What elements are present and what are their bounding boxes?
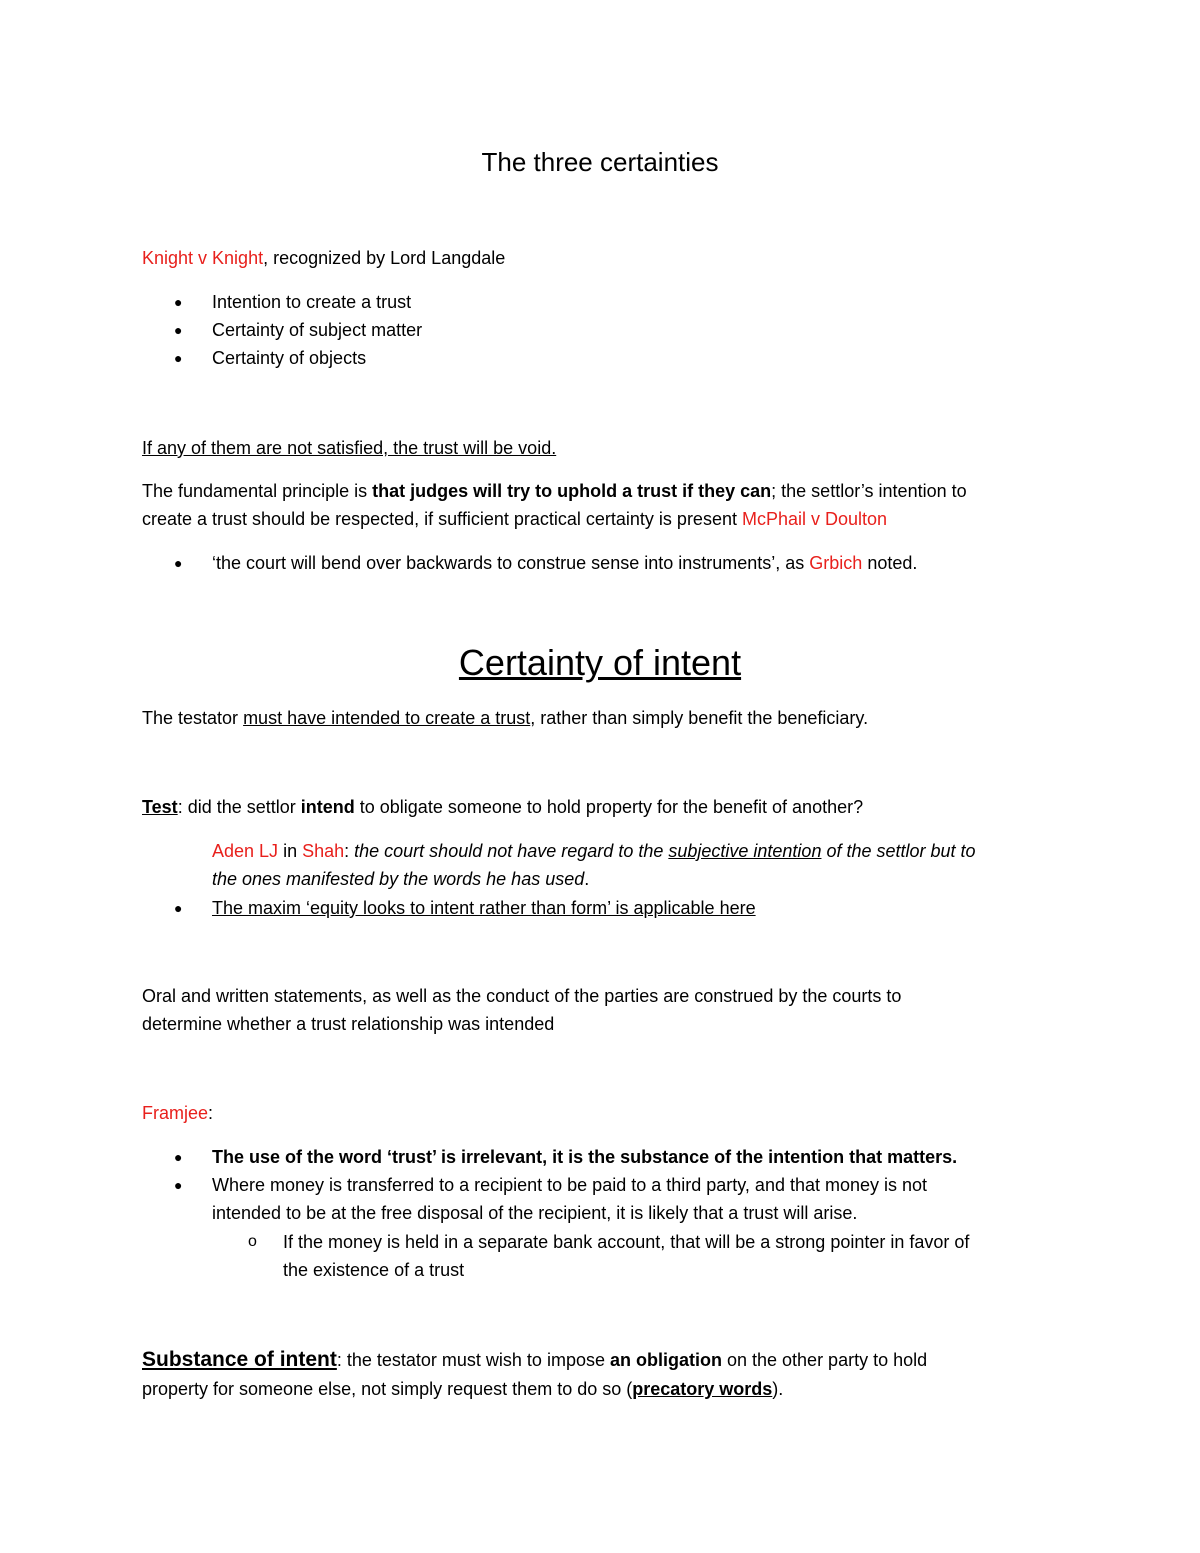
test-pre: : did the settlor bbox=[177, 797, 301, 817]
testator-underlined: must have intended to create a trust bbox=[243, 708, 531, 728]
list-item: Certainty of objects bbox=[212, 348, 367, 368]
shah-post: of the settlor but to bbox=[821, 841, 976, 861]
list-item: Certainty of subject matter bbox=[212, 320, 423, 340]
void-note: If any of them are not satisfied, the trust will be void. bbox=[142, 438, 557, 458]
principle-bold: that judges will try to uphold a trust if they can bbox=[372, 481, 772, 501]
circle-bullet-icon: o bbox=[248, 1233, 257, 1250]
framjee-sub-line-2: the existence of a trust bbox=[283, 1260, 465, 1280]
substance-label: Substance of intent bbox=[142, 1348, 337, 1371]
grbich-quote bbox=[212, 549, 917, 577]
framjee-line bbox=[142, 1099, 213, 1127]
intro-line bbox=[142, 244, 505, 272]
case-shah: Shah bbox=[302, 841, 345, 861]
substance-line-1 bbox=[142, 1346, 927, 1374]
shah-pre: the court should not have regard to the bbox=[354, 841, 669, 861]
list-item: Intention to create a trust bbox=[212, 292, 412, 312]
principle-pre: The fundamental principle is bbox=[142, 481, 373, 501]
substance-line2-pre: property for someone else, not simply request them to do so ( bbox=[142, 1379, 633, 1399]
shah-line-1 bbox=[212, 837, 976, 865]
case-knight: Knight v Knight bbox=[142, 248, 264, 268]
bullet-icon: ● bbox=[174, 1149, 183, 1165]
shah-line2-end: . bbox=[584, 869, 590, 889]
shah-colon: : bbox=[344, 841, 355, 861]
principle-line-2 bbox=[142, 505, 887, 533]
shah-line2: the ones manifested by the words he has used bbox=[212, 869, 585, 889]
substance-line-2 bbox=[142, 1375, 783, 1403]
principle-line-1 bbox=[142, 477, 967, 505]
judge-aden: Aden LJ bbox=[212, 841, 279, 861]
substance-pre: : the testator must wish to impose bbox=[336, 1350, 610, 1370]
shah-underlined: subjective intention bbox=[668, 841, 822, 861]
shah-line-2 bbox=[212, 865, 589, 893]
framjee-bullet-2-line-1: Where money is transferred to a recipient to be paid to a third party, and that money is not bbox=[212, 1175, 928, 1195]
quote-pre: ‘the court will bend over backwards to construe sense into instruments’, as bbox=[212, 553, 810, 573]
bullet-icon: ● bbox=[174, 900, 183, 916]
case-mcphail: McPhail v Doulton bbox=[741, 509, 888, 529]
intro-rest: , recognized by Lord Langdale bbox=[263, 248, 506, 268]
test-line bbox=[142, 793, 863, 821]
page-title: The three certainties bbox=[481, 147, 719, 177]
bullet-icon: ● bbox=[174, 322, 183, 338]
substance-bold: an obligation bbox=[609, 1350, 722, 1370]
framjee-bullet-1: The use of the word ‘trust’ is irrelevant, it is the substance of the intention that matters. bbox=[212, 1147, 958, 1167]
oral-line-2: determine whether a trust relationship was intended bbox=[142, 1014, 555, 1034]
precatory-words: precatory words bbox=[632, 1379, 773, 1399]
principle-post: ; the settlor’s intention to bbox=[771, 481, 967, 501]
bullet-icon: ● bbox=[174, 555, 183, 571]
testator-post: , rather than simply benefit the beneficiary. bbox=[530, 708, 869, 728]
testator-pre: The testator bbox=[142, 708, 244, 728]
framjee-sub-line-1: If the money is held in a separate bank account, that will be a strong pointer in favor of bbox=[283, 1232, 970, 1252]
test-bold: intend bbox=[300, 797, 355, 817]
substance-line2-post: ). bbox=[772, 1379, 784, 1399]
framjee-colon: : bbox=[208, 1103, 214, 1123]
bullet-icon: ● bbox=[174, 294, 183, 310]
oral-line-1: Oral and written statements, as well as the conduct of the parties are construed by the courts to bbox=[142, 986, 902, 1006]
case-framjee: Framjee bbox=[142, 1103, 209, 1123]
test-label: Test bbox=[142, 797, 178, 817]
shah-in: in bbox=[278, 841, 303, 861]
principle-line2: create a trust should be respected, if sufficient practical certainty is present bbox=[142, 509, 742, 529]
bullet-icon: ● bbox=[174, 350, 183, 366]
substance-post: on the other party to hold bbox=[721, 1350, 928, 1370]
maxim-line: The maxim ‘equity looks to intent rather than form’ is applicable here bbox=[212, 898, 756, 918]
bullet-icon: ● bbox=[174, 1177, 183, 1193]
case-grbich: Grbich bbox=[809, 553, 863, 573]
testator-line bbox=[142, 704, 868, 732]
framjee-bullet-2-line-2: intended to be at the free disposal of the recipient, it is likely that a trust will arise. bbox=[212, 1203, 858, 1223]
test-post: to obligate someone to hold property for the benefit of another? bbox=[354, 797, 864, 817]
section-heading: Certainty of intent bbox=[458, 642, 742, 683]
quote-post: noted. bbox=[862, 553, 918, 573]
